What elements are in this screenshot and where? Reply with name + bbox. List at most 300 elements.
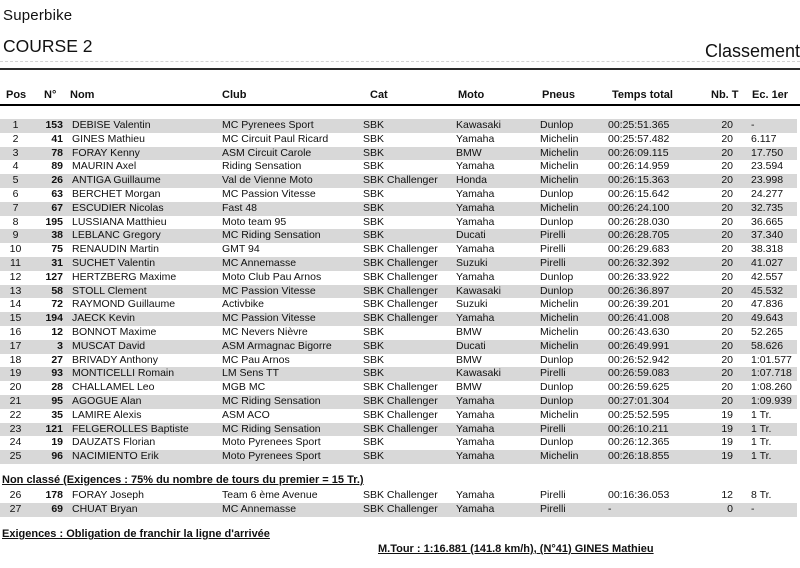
cell-club: ASM Armagnac Bigorre xyxy=(222,339,332,352)
cell-cat: SBK Challenger xyxy=(363,381,438,394)
cell-num: 153 xyxy=(45,119,63,131)
cell-club: Moto Pyrenees Sport xyxy=(222,450,321,463)
cell-num: 93 xyxy=(51,367,63,380)
cell-num: 178 xyxy=(45,489,63,501)
cell-laps: 20 xyxy=(721,146,733,159)
cell-num: 3 xyxy=(57,339,63,352)
table-row xyxy=(0,174,797,188)
cell-club: LM Sens TT xyxy=(222,367,279,380)
cell-laps: 20 xyxy=(721,215,733,228)
cell-gap: 1:07.718 xyxy=(751,367,792,380)
cell-name: ESCUDIER Nicolas xyxy=(72,201,164,214)
cell-cat: SBK Challenger xyxy=(363,284,438,297)
cell-club: Team 6 ème Avenue xyxy=(222,489,318,501)
cell-club: MC Pau Arnos xyxy=(222,353,290,366)
cell-cat: SBK Challenger xyxy=(363,422,438,435)
cell-laps: 20 xyxy=(721,394,733,407)
cell-num: 195 xyxy=(45,215,63,228)
cell-club: MC Passion Vitesse xyxy=(222,312,316,325)
cell-pos: 22 xyxy=(9,408,22,421)
cell-moto: Yamaha xyxy=(456,132,495,145)
cell-time: 00:26:18.855 xyxy=(608,450,670,463)
cell-pos: 8 xyxy=(12,215,19,228)
table-header xyxy=(0,89,800,103)
cell-cat: SBK Challenger xyxy=(363,256,438,269)
cell-laps: 20 xyxy=(721,381,733,394)
cell-name: RENAUDIN Martin xyxy=(72,243,159,256)
cell-time: 00:26:43.630 xyxy=(608,325,670,338)
cell-time: 00:26:36.897 xyxy=(608,284,670,297)
cell-club: MC Passion Vitesse xyxy=(222,187,316,200)
cell-laps: 20 xyxy=(721,284,733,297)
cell-pneus: Dunlop xyxy=(540,215,574,228)
cell-pos: 18 xyxy=(9,353,22,366)
cell-moto: Yamaha xyxy=(456,312,495,325)
classement-title: Classement xyxy=(705,41,800,61)
cell-pneus: Dunlop xyxy=(540,284,574,297)
column-header-gap: Ec. 1er xyxy=(752,89,789,101)
cell-cat: SBK xyxy=(363,132,385,145)
cell-pneus: Pirelli xyxy=(540,243,566,256)
cell-pos: 12 xyxy=(9,270,22,283)
table-row xyxy=(0,243,797,257)
cell-moto: Yamaha xyxy=(456,502,495,515)
cell-pos: 17 xyxy=(9,339,22,352)
cell-name: LAMIRE Alexis xyxy=(72,408,142,421)
race-title: COURSE 2 xyxy=(3,36,93,56)
cell-num: 194 xyxy=(45,312,63,325)
cell-laps: 19 xyxy=(721,408,733,421)
cell-laps: 20 xyxy=(721,270,733,283)
cell-name: DAUZATS Florian xyxy=(72,436,156,449)
cell-pos: 13 xyxy=(9,284,22,297)
cell-num: 95 xyxy=(51,394,63,407)
cell-time: 00:26:59.083 xyxy=(608,367,670,380)
column-header-time: Temps total xyxy=(612,89,673,101)
table-row xyxy=(0,119,797,133)
cell-laps: 20 xyxy=(721,201,733,214)
cell-cat: SBK xyxy=(363,160,385,173)
cell-moto: Ducati xyxy=(456,339,486,352)
cell-laps: 20 xyxy=(721,353,733,366)
table-row xyxy=(0,312,797,326)
cell-name: BONNOT Maxime xyxy=(72,325,157,338)
table-row xyxy=(0,409,797,423)
cell-time: 00:26:28.030 xyxy=(608,215,670,228)
cell-club: GMT 94 xyxy=(222,243,260,256)
cell-club: MC Riding Sensation xyxy=(222,229,321,242)
cell-pos: 14 xyxy=(9,298,22,311)
divider-dashed xyxy=(0,61,800,62)
cell-num: 121 xyxy=(45,422,63,435)
cell-moto: BMW xyxy=(456,146,482,159)
cell-laps: 20 xyxy=(721,119,733,131)
cell-moto: Yamaha xyxy=(456,394,495,407)
column-header-laps: Nb. T xyxy=(711,89,739,101)
cell-gap: 38.318 xyxy=(751,243,784,256)
cell-gap: 8 Tr. xyxy=(751,489,772,501)
cell-pneus: Michelin xyxy=(540,339,579,352)
table-row xyxy=(0,489,797,503)
cell-laps: 20 xyxy=(721,174,733,187)
cell-name: RAYMOND Guillaume xyxy=(72,298,176,311)
cell-num: 28 xyxy=(51,381,63,394)
cell-pos: 5 xyxy=(12,174,19,187)
cell-gap: 36.665 xyxy=(751,215,784,228)
cell-cat: SBK Challenger xyxy=(363,298,438,311)
cell-num: 41 xyxy=(51,132,63,145)
cell-moto: Yamaha xyxy=(456,422,495,435)
cell-time: 00:25:51.365 xyxy=(608,119,670,131)
cell-cat: SBK Challenger xyxy=(363,489,438,501)
cell-name: MONTICELLI Romain xyxy=(72,367,175,380)
cell-gap: 17.750 xyxy=(751,146,784,159)
page-title: Superbike xyxy=(3,7,73,24)
cell-pos: 3 xyxy=(12,146,19,159)
cell-moto: Kawasaki xyxy=(456,367,501,380)
cell-time: 00:26:24.100 xyxy=(608,201,670,214)
cell-gap: 49.643 xyxy=(751,312,784,325)
cell-moto: BMW xyxy=(456,381,482,394)
cell-pneus: Michelin xyxy=(540,450,579,463)
cell-moto: Kawasaki xyxy=(456,284,501,297)
column-header-pneus: Pneus xyxy=(542,89,576,101)
cell-club: MC Circuit Paul Ricard xyxy=(222,132,329,145)
cell-name: JAECK Kevin xyxy=(72,312,136,325)
cell-name: AGOGUE Alan xyxy=(72,394,142,407)
cell-pneus: Michelin xyxy=(540,408,579,421)
cell-gap: - xyxy=(751,119,755,131)
cell-club: Moto team 95 xyxy=(222,215,287,228)
cell-cat: SBK Challenger xyxy=(363,394,438,407)
cell-moto: BMW xyxy=(456,353,482,366)
cell-club: Val de Vienne Moto xyxy=(222,174,313,187)
cell-cat: SBK Challenger xyxy=(363,312,438,325)
cell-gap: 42.557 xyxy=(751,270,784,283)
cell-moto: Suzuki xyxy=(456,298,488,311)
unclassified-table xyxy=(0,489,797,517)
cell-pneus: Pirelli xyxy=(540,502,566,515)
cell-pneus: Michelin xyxy=(540,174,579,187)
table-row xyxy=(0,298,797,312)
cell-pneus: Dunlop xyxy=(540,381,574,394)
cell-num: 63 xyxy=(51,187,63,200)
cell-club: MC Annemasse xyxy=(222,256,297,269)
cell-pneus: Pirelli xyxy=(540,367,566,380)
cell-laps: 19 xyxy=(721,436,733,449)
table-row xyxy=(0,367,797,381)
cell-gap: 1:01.577 xyxy=(751,353,792,366)
cell-pneus: Michelin xyxy=(540,160,579,173)
cell-gap: 47.836 xyxy=(751,298,784,311)
cell-gap: 37.340 xyxy=(751,229,784,242)
cell-cat: SBK xyxy=(363,367,385,380)
cell-time: 00:26:09.115 xyxy=(608,146,669,159)
cell-name: SUCHET Valentin xyxy=(72,256,156,269)
cell-club: Riding Sensation xyxy=(222,160,302,173)
cell-laps: 19 xyxy=(721,422,733,435)
results-table xyxy=(0,119,797,464)
table-row xyxy=(0,395,797,409)
cell-num: 58 xyxy=(51,284,63,297)
column-header-num: N° xyxy=(44,89,57,101)
cell-moto: Yamaha xyxy=(456,436,495,449)
cell-pneus: Dunlop xyxy=(540,187,574,200)
cell-name: BERCHET Morgan xyxy=(72,187,161,200)
table-row xyxy=(0,340,797,354)
table-row xyxy=(0,450,797,464)
cell-cat: SBK Challenger xyxy=(363,243,438,256)
cell-club: ASM Circuit Carole xyxy=(222,146,312,159)
cell-club: Fast 48 xyxy=(222,201,258,214)
table-row xyxy=(0,285,797,299)
cell-pos: 1 xyxy=(12,119,19,131)
cell-moto: Ducati xyxy=(456,229,486,242)
cell-pos: 27 xyxy=(9,502,22,515)
cell-num: 78 xyxy=(51,146,63,159)
cell-moto: Yamaha xyxy=(456,187,495,200)
cell-time: 00:26:14.959 xyxy=(608,160,670,173)
cell-num: 69 xyxy=(51,502,63,515)
cell-laps: 20 xyxy=(721,256,733,269)
cell-moto: Yamaha xyxy=(456,243,495,256)
column-header-club: Club xyxy=(222,89,247,101)
cell-pos: 2 xyxy=(12,132,19,145)
cell-name: DEBISE Valentin xyxy=(72,119,151,131)
cell-pneus: Pirelli xyxy=(540,422,566,435)
column-header-cat: Cat xyxy=(370,89,388,101)
cell-gap: 23.998 xyxy=(751,174,784,187)
cell-club: MC Annemasse xyxy=(222,502,297,515)
cell-gap: 24.277 xyxy=(751,187,784,200)
cell-gap: 23.594 xyxy=(751,160,784,173)
cell-time: 00:25:57.482 xyxy=(608,132,670,145)
table-row xyxy=(0,354,797,368)
cell-pos: 20 xyxy=(9,381,22,394)
cell-name: CHUAT Bryan xyxy=(72,502,138,515)
table-row xyxy=(0,381,797,395)
cell-cat: SBK xyxy=(363,450,385,463)
best-lap-note: M.Tour : 1:16.881 (141.8 km/h), (N°41) GINES Mathieu xyxy=(378,543,654,555)
cell-gap: - xyxy=(751,502,755,515)
cell-pos: 24 xyxy=(9,436,22,449)
cell-num: 38 xyxy=(51,229,63,242)
table-row xyxy=(0,160,797,174)
cell-time: 00:25:52.595 xyxy=(608,408,670,421)
cell-time: 00:26:39.201 xyxy=(608,298,670,311)
cell-moto: Yamaha xyxy=(456,408,495,421)
table-row xyxy=(0,229,797,243)
cell-gap: 1 Tr. xyxy=(751,436,772,449)
cell-gap: 6.117 xyxy=(751,132,777,145)
cell-gap: 52.265 xyxy=(751,325,784,338)
cell-laps: 12 xyxy=(721,489,733,501)
cell-moto: Yamaha xyxy=(456,450,495,463)
cell-pos: 6 xyxy=(12,187,19,200)
cell-name: GINES Mathieu xyxy=(72,132,145,145)
cell-pos: 16 xyxy=(9,325,22,338)
cell-laps: 20 xyxy=(721,160,733,173)
cell-gap: 1 Tr. xyxy=(751,422,772,435)
cell-cat: SBK xyxy=(363,325,385,338)
cell-name: MAURIN Axel xyxy=(72,160,137,173)
cell-pos: 15 xyxy=(9,312,22,325)
column-header-name: Nom xyxy=(70,89,95,101)
cell-time: 00:26:49.991 xyxy=(608,339,670,352)
cell-laps: 20 xyxy=(721,367,733,380)
cell-pos: 21 xyxy=(9,394,22,407)
cell-moto: Yamaha xyxy=(456,215,495,228)
cell-pos: 4 xyxy=(12,160,19,173)
cell-moto: Yamaha xyxy=(456,270,495,283)
cell-moto: Yamaha xyxy=(456,201,495,214)
cell-cat: SBK Challenger xyxy=(363,174,438,187)
cell-num: 96 xyxy=(51,450,63,463)
cell-num: 75 xyxy=(51,243,63,256)
cell-time: 00:26:52.942 xyxy=(608,353,670,366)
cell-time: 00:26:41.008 xyxy=(608,312,670,325)
cell-name: BRIVADY Anthony xyxy=(72,353,158,366)
cell-num: 89 xyxy=(51,160,63,173)
cell-gap: 32.735 xyxy=(751,201,784,214)
cell-club: MC Riding Sensation xyxy=(222,422,321,435)
cell-laps: 20 xyxy=(721,312,733,325)
cell-cat: SBK xyxy=(363,201,385,214)
cell-time: 00:16:36.053 xyxy=(608,489,670,501)
cell-num: 26 xyxy=(51,174,63,187)
cell-pneus: Michelin xyxy=(540,312,579,325)
cell-club: Moto Club Pau Arnos xyxy=(222,270,322,283)
cell-num: 67 xyxy=(51,201,63,214)
cell-cat: SBK xyxy=(363,119,385,131)
cell-laps: 19 xyxy=(721,450,733,463)
cell-time: 00:26:32.392 xyxy=(608,256,670,269)
cell-cat: SBK xyxy=(363,436,385,449)
cell-name: CHALLAMEL Leo xyxy=(72,381,155,394)
cell-moto: Kawasaki xyxy=(456,119,501,131)
cell-time: - xyxy=(608,502,612,515)
cell-pos: 25 xyxy=(9,450,22,463)
cell-cat: SBK xyxy=(363,353,385,366)
unclassified-title: Non classé (Exigences : 75% du nombre de tours du premier = 15 Tr.) xyxy=(2,474,364,486)
cell-pos: 9 xyxy=(12,229,19,242)
cell-pneus: Michelin xyxy=(540,146,579,159)
cell-gap: 58.626 xyxy=(751,339,784,352)
cell-name: LUSSIANA Matthieu xyxy=(72,215,167,228)
cell-pos: 11 xyxy=(10,256,21,269)
cell-name: FELGEROLLES Baptiste xyxy=(72,422,189,435)
cell-time: 00:26:29.683 xyxy=(608,243,670,256)
cell-laps: 20 xyxy=(721,298,733,311)
cell-moto: Honda xyxy=(456,174,487,187)
cell-time: 00:26:15.642 xyxy=(608,187,670,200)
cell-pneus: Pirelli xyxy=(540,489,566,501)
cell-cat: SBK Challenger xyxy=(363,502,438,515)
table-row xyxy=(0,271,797,285)
cell-num: 12 xyxy=(51,325,63,338)
cell-pneus: Dunlop xyxy=(540,270,574,283)
cell-num: 27 xyxy=(51,353,63,366)
cell-gap: 45.532 xyxy=(751,284,784,297)
divider-header xyxy=(0,104,800,106)
cell-club: MC Passion Vitesse xyxy=(222,284,316,297)
cell-laps: 20 xyxy=(721,132,733,145)
cell-moto: BMW xyxy=(456,325,482,338)
cell-num: 31 xyxy=(51,256,63,269)
table-row xyxy=(0,202,797,216)
cell-time: 00:26:28.705 xyxy=(608,229,670,242)
cell-time: 00:26:15.363 xyxy=(608,174,670,187)
cell-pos: 26 xyxy=(9,489,22,501)
table-row xyxy=(0,423,797,437)
cell-pos: 23 xyxy=(9,422,22,435)
cell-moto: Suzuki xyxy=(456,256,488,269)
cell-num: 127 xyxy=(45,270,63,283)
cell-name: MUSCAT David xyxy=(72,339,146,352)
divider-title xyxy=(0,68,800,70)
cell-pos: 7 xyxy=(12,201,19,214)
cell-moto: Yamaha xyxy=(456,489,495,501)
cell-cat: SBK xyxy=(363,215,385,228)
cell-cat: SBK xyxy=(363,229,385,242)
cell-pneus: Dunlop xyxy=(540,394,574,407)
cell-laps: 20 xyxy=(721,243,733,256)
cell-club: MC Nevers Nièvre xyxy=(222,325,308,338)
cell-cat: SBK xyxy=(363,339,385,352)
cell-cat: SBK Challenger xyxy=(363,270,438,283)
table-row xyxy=(0,216,797,230)
cell-gap: 1:09.939 xyxy=(751,394,792,407)
cell-gap: 1:08.260 xyxy=(751,381,792,394)
table-row xyxy=(0,326,797,340)
cell-gap: 41.027 xyxy=(751,256,784,269)
cell-cat: SBK xyxy=(363,187,385,200)
cell-club: MC Pyrenees Sport xyxy=(222,119,314,131)
table-row xyxy=(0,147,797,161)
cell-gap: 1 Tr. xyxy=(751,450,772,463)
table-row xyxy=(0,257,797,271)
cell-name: FORAY Kenny xyxy=(72,146,140,159)
cell-name: FORAY Joseph xyxy=(72,489,144,501)
cell-pneus: Michelin xyxy=(540,298,579,311)
table-row xyxy=(0,188,797,202)
cell-pneus: Michelin xyxy=(540,201,579,214)
cell-laps: 20 xyxy=(721,339,733,352)
cell-pneus: Pirelli xyxy=(540,256,566,269)
cell-cat: SBK Challenger xyxy=(363,408,438,421)
cell-pneus: Dunlop xyxy=(540,119,574,131)
cell-club: Activbike xyxy=(222,298,265,311)
cell-pneus: Dunlop xyxy=(540,353,574,366)
cell-name: STOLL Clement xyxy=(72,284,147,297)
cell-time: 00:26:59.625 xyxy=(608,381,670,394)
cell-pneus: Pirelli xyxy=(540,229,566,242)
cell-moto: Yamaha xyxy=(456,160,495,173)
cell-name: LEBLANC Gregory xyxy=(72,229,161,242)
cell-cat: SBK xyxy=(363,146,385,159)
table-row xyxy=(0,503,797,517)
cell-pneus: Dunlop xyxy=(540,436,574,449)
cell-pos: 19 xyxy=(9,367,22,380)
cell-name: ANTIGA Guillaume xyxy=(72,174,161,187)
cell-club: MGB MC xyxy=(222,381,266,394)
cell-club: Moto Pyrenees Sport xyxy=(222,436,321,449)
cell-time: 00:26:33.922 xyxy=(608,270,670,283)
cell-laps: 20 xyxy=(721,325,733,338)
table-row xyxy=(0,133,797,147)
cell-laps: 20 xyxy=(721,229,733,242)
cell-pneus: Michelin xyxy=(540,132,579,145)
